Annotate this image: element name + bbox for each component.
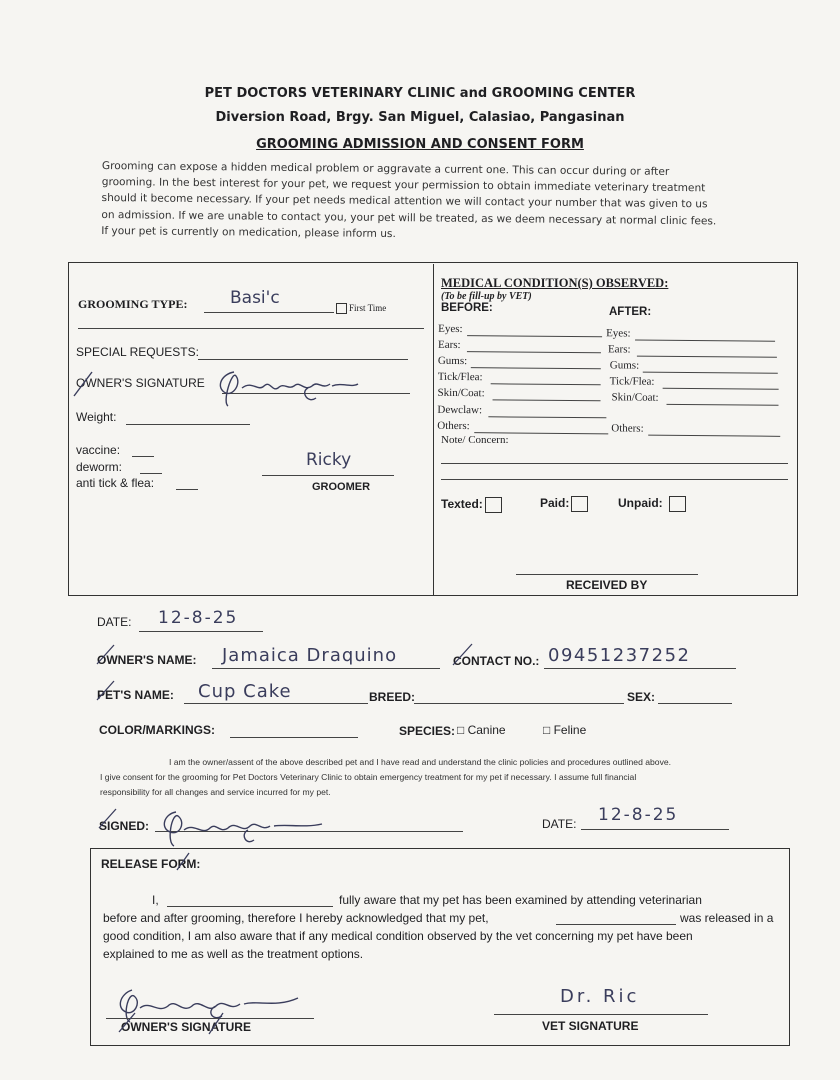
medical-subtitle: (To be fill-up by VET) xyxy=(441,291,532,302)
sex-label: SEX: xyxy=(627,690,656,704)
before-skin-label: Skin/Coat: xyxy=(437,386,485,400)
intro-line: grooming. In the best interest for your pet, we request your permission to obtain immediate veterinary treatment xyxy=(101,176,706,195)
vet-signature: Dr. Ric xyxy=(560,986,640,1007)
groomer-label: GROOMER xyxy=(312,481,371,493)
release-name-line xyxy=(167,906,333,907)
anti-tick-label: anti tick & flea: xyxy=(76,476,155,490)
note-label: Note/ Concern: xyxy=(441,434,509,446)
after-others-label: Others: xyxy=(611,422,644,435)
vet-signature-label: VET SIGNATURE xyxy=(542,1019,639,1033)
texted-label: Texted: xyxy=(441,497,483,512)
after-ears-label: Ears: xyxy=(607,343,631,356)
signed-signature-scribble xyxy=(158,806,326,848)
release-line2-end: was released in a xyxy=(680,911,774,925)
release-line4: explained to me as well as the treatment options. xyxy=(103,947,364,961)
release-line1-start: I, xyxy=(152,893,159,907)
anti-tick-line xyxy=(176,489,198,490)
breed-line xyxy=(414,703,624,704)
weight-label: Weight: xyxy=(76,410,117,424)
unpaid-checkbox[interactable] xyxy=(669,496,686,512)
owner-signature-label: OWNER'S SIGNATURE xyxy=(76,376,205,390)
before-others-label: Others: xyxy=(437,419,470,433)
paid-field[interactable] xyxy=(540,496,588,512)
vet-signature-line xyxy=(494,1014,708,1015)
release-line2-start: before and after grooming, therefore I hereby acknowledged that my pet, xyxy=(103,911,489,925)
owner-name-label: OWNER'S NAME: xyxy=(97,653,197,667)
paid-label: Paid: xyxy=(540,496,570,511)
texted-field[interactable] xyxy=(441,497,502,513)
owner-name-value[interactable]: Jamaica Draquino xyxy=(222,645,398,666)
consent-date-line xyxy=(581,829,729,830)
consent-date-value[interactable]: 12-8-25 xyxy=(598,805,679,825)
date-line xyxy=(139,631,263,632)
release-title: RELEASE FORM: xyxy=(101,857,201,871)
release-line3: good condition, I am also aware that if any medical condition observed by the vet concerning my pet have been xyxy=(103,929,693,943)
medical-title: MEDICAL CONDITION(S) OBSERVED: xyxy=(441,276,669,290)
strike-mark-icon xyxy=(98,808,120,832)
first-time-label: First Time xyxy=(349,303,387,313)
texted-checkbox[interactable] xyxy=(485,497,502,513)
intro-line: on admission. If we are unable to contact you, your pet will be treated, as we deem necessary at normal clinic fees. xyxy=(101,208,717,228)
groomer-signature: Ricky xyxy=(306,450,352,470)
species-feline-option[interactable]: □ Feline xyxy=(543,723,587,737)
color-line xyxy=(230,737,358,738)
owner-name-line xyxy=(212,668,440,669)
deworm-line xyxy=(140,473,162,474)
breed-label: BREED: xyxy=(369,690,416,704)
strike-mark-icon xyxy=(96,644,118,668)
clinic-address: Diversion Road, Brgy. San Miguel, Calasiao, Pangasinan xyxy=(215,110,625,125)
before-gums-label: Gums: xyxy=(437,354,468,368)
before-label: BEFORE: xyxy=(441,302,493,314)
note-line-1 xyxy=(441,463,788,464)
strike-mark-icon xyxy=(72,370,96,400)
release-line1-end: fully aware that my pet has been examined by attending veterinarian xyxy=(339,893,702,907)
before-tick-label: Tick/Flea: xyxy=(437,370,483,384)
groomer-line xyxy=(262,475,394,476)
signed-label: SIGNED: xyxy=(99,819,150,833)
before-eyes-label: Eyes: xyxy=(438,322,463,336)
after-label: AFTER: xyxy=(609,306,652,318)
consent-line-2: I give consent for the grooming for Pet Doctors Veterinary Clinic to obtain emergency treatment for my pet if necessary. I assume full financial xyxy=(100,772,637,782)
strike-mark-icon xyxy=(118,1012,138,1034)
after-skin-label: Skin/Coat: xyxy=(611,391,659,404)
vaccine-label: vaccine: xyxy=(76,443,121,457)
deworm-label: deworm: xyxy=(76,460,123,474)
intro-line: Grooming can expose a hidden medical problem or aggravate a current one. This can occur during or after xyxy=(101,159,670,178)
after-tick-label: Tick/Flea: xyxy=(609,375,655,388)
note-line-2 xyxy=(441,479,788,480)
date-value[interactable]: 12-8-25 xyxy=(158,608,239,628)
received-by-line xyxy=(516,574,698,575)
strike-mark-icon xyxy=(207,1012,227,1036)
strike-mark-icon xyxy=(176,852,192,874)
pet-name-line xyxy=(184,703,368,704)
weight-line xyxy=(126,424,250,425)
consent-line-3: responsibility for all changes and service incurred for my pet. xyxy=(100,787,331,797)
after-gums-label: Gums: xyxy=(609,359,640,372)
contact-label: CONTACT NO.: xyxy=(453,654,540,668)
grooming-extra-line xyxy=(78,328,424,329)
paid-checkbox[interactable] xyxy=(571,496,588,512)
intro-paragraph xyxy=(101,158,738,246)
grooming-type-value[interactable]: Basi'c xyxy=(230,288,280,308)
strike-mark-icon xyxy=(96,680,118,704)
vaccine-line xyxy=(132,456,154,457)
owner-signature-scribble xyxy=(212,362,362,408)
unpaid-label: Unpaid: xyxy=(618,496,663,511)
release-pet-line xyxy=(556,924,676,925)
species-label: SPECIES: xyxy=(399,724,456,738)
intro-line: should it become necessary. If your pet needs medical attention we will contact your number that was given to us xyxy=(101,192,708,211)
contact-value[interactable]: 09451237252 xyxy=(548,645,691,666)
strike-mark-icon xyxy=(452,643,474,669)
species-canine-option[interactable]: □ Canine xyxy=(457,723,506,737)
first-time-option[interactable] xyxy=(336,303,386,314)
after-eyes-label: Eyes: xyxy=(606,327,631,340)
received-by-label: RECEIVED BY xyxy=(566,578,648,592)
release-owner-label: OWNER'S SIGNATURE xyxy=(121,1020,251,1034)
intro-line: If your pet is currently on medication, please inform us. xyxy=(101,224,396,240)
checkbox-icon[interactable] xyxy=(336,303,347,314)
before-dewclaw-label: Dewclaw: xyxy=(437,403,483,417)
date-label: DATE: xyxy=(97,615,132,629)
grooming-type-label: GROOMING TYPE: xyxy=(78,297,188,311)
unpaid-field[interactable] xyxy=(618,496,686,512)
special-requests-label: SPECIAL REQUESTS: xyxy=(76,345,199,359)
form-title: GROOMING ADMISSION AND CONSENT FORM xyxy=(256,137,584,152)
sex-line xyxy=(658,703,732,704)
contact-line xyxy=(544,668,736,669)
grooming-type-line xyxy=(204,312,334,313)
before-ears-label: Ears: xyxy=(437,338,461,352)
pet-name-label: PET'S NAME: xyxy=(97,688,174,702)
color-label: COLOR/MARKINGS: xyxy=(99,723,215,737)
consent-line-1: I am the owner/assent of the above described pet and I have read and understand the clinic policies and procedures outlined above. xyxy=(168,757,672,767)
table-divider xyxy=(433,264,434,595)
clinic-name: PET DOCTORS VETERINARY CLINIC and GROOMING CENTER xyxy=(204,86,636,101)
consent-date-label: DATE: xyxy=(542,817,577,831)
pet-name-value[interactable]: Cup Cake xyxy=(198,681,292,702)
special-requests-line xyxy=(198,359,408,360)
